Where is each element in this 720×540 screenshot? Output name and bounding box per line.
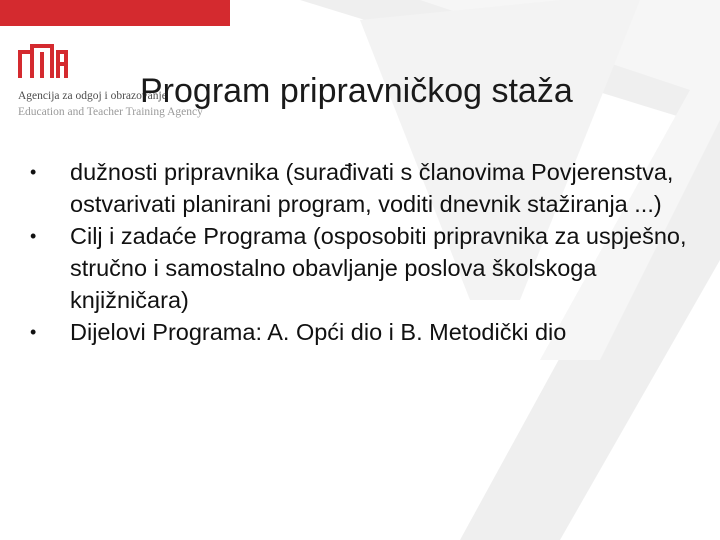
slide-title: Program pripravničkog staža [140, 72, 573, 110]
bullet-item [26, 220, 706, 316]
bullet-item [26, 156, 706, 220]
bullet-text: dužnosti pripravnika (surađivati s članovima Povjerenstva, ostvarivati planirani program, voditi dnevnik stažiranja ...) [70, 159, 674, 217]
bullet-text: Dijelovi Programa: A. Opći dio i B. Metodički dio [70, 319, 567, 345]
bullet-text: Cilj i zadaće Programa (osposobiti pripravnika za uspješno, stručno i samostalno obavljanje poslova školskoga knjižničara) [70, 223, 687, 313]
agency-name-croatian: Agencija za odgoj i obrazovanje [18, 90, 167, 102]
bullet-icon: • [30, 322, 37, 342]
agency-logo-icon [16, 42, 72, 82]
bullet-icon: • [30, 162, 37, 182]
bullet-icon: • [30, 226, 37, 246]
bullet-item [26, 316, 706, 348]
bullet-list [26, 156, 706, 348]
agency-name-english: Education and Teacher Training Agency [18, 106, 203, 118]
